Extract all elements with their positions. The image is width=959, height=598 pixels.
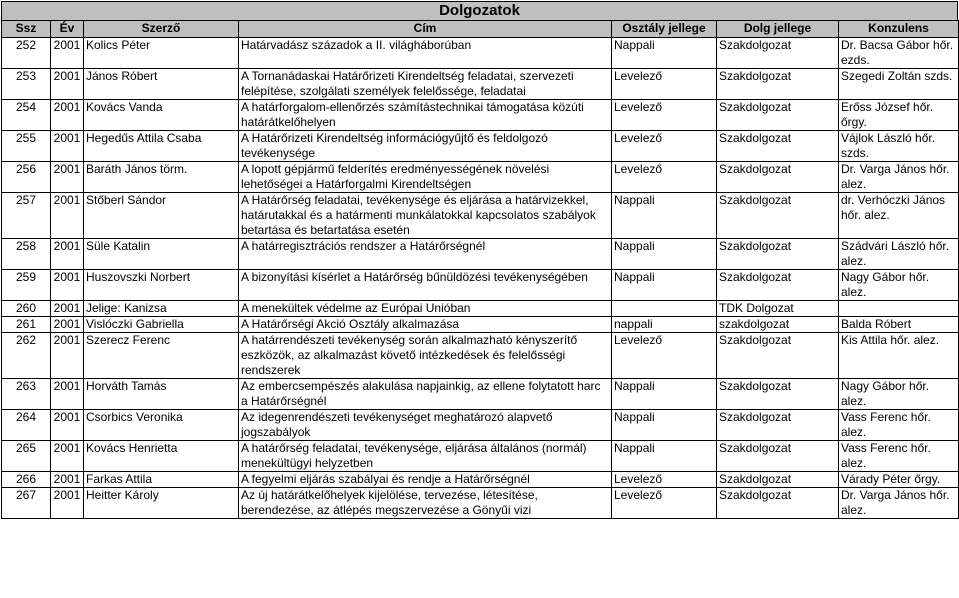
header-szerzo: Szerző <box>84 21 239 38</box>
cell-osztaly-jellege: nappali <box>612 317 717 333</box>
table-row <box>2 488 959 519</box>
cell-konzulens: Várady Péter őrgy. <box>839 472 959 488</box>
cell-cim: A határőrség feladatai, tevékenysége, eljárása általános (normál) menekültügyi helyzetben <box>239 441 612 472</box>
cell-osztaly-jellege: Nappali <box>612 193 717 239</box>
cell-osztaly-jellege: Levelező <box>612 100 717 131</box>
cell-dolg-jellege: szakdolgozat <box>717 317 839 333</box>
cell-cim: Az idegenrendészeti tevékenységet meghatározó alapvető jogszabályok <box>239 410 612 441</box>
cell-konzulens: Dr. Bacsa Gábor hőr. ezds. <box>839 38 959 69</box>
table-row <box>2 131 959 162</box>
cell-osztaly-jellege: Nappali <box>612 270 717 301</box>
cell-ev: 2001 <box>51 162 84 193</box>
cell-osztaly-jellege: Nappali <box>612 410 717 441</box>
cell-szerzo: Jelige: Kanizsa <box>84 301 239 317</box>
cell-szerzo: Heitter Károly <box>84 488 239 519</box>
table-row <box>2 270 959 301</box>
cell-szerzo: Kovács Henrietta <box>84 441 239 472</box>
cell-osztaly-jellege: Levelező <box>612 162 717 193</box>
table-row <box>2 379 959 410</box>
cell-ssz: 266 <box>2 472 51 488</box>
cell-dolg-jellege: Szakdolgozat <box>717 472 839 488</box>
cell-ev: 2001 <box>51 317 84 333</box>
cell-cim: A fegyelmi eljárás szabályai és rendje a Határőrségnél <box>239 472 612 488</box>
cell-konzulens: Nagy Gábor hőr. alez. <box>839 379 959 410</box>
cell-osztaly-jellege: Levelező <box>612 69 717 100</box>
cell-dolg-jellege: Szakdolgozat <box>717 488 839 519</box>
cell-ssz: 254 <box>2 100 51 131</box>
cell-ssz: 261 <box>2 317 51 333</box>
cell-dolg-jellege: Szakdolgozat <box>717 410 839 441</box>
cell-ssz: 257 <box>2 193 51 239</box>
cell-dolg-jellege: Szakdolgozat <box>717 131 839 162</box>
cell-ev: 2001 <box>51 69 84 100</box>
cell-ev: 2001 <box>51 270 84 301</box>
cell-dolg-jellege: Szakdolgozat <box>717 333 839 379</box>
cell-szerzo: Hegedűs Attila Csaba <box>84 131 239 162</box>
cell-cim: Az új határátkelőhelyek kijelölése, tervezése, létesítése, berendezése, az átlépés megszervezése a Gönyűi vizi <box>239 488 612 519</box>
cell-szerzo: Süle Katalin <box>84 239 239 270</box>
table-row <box>2 100 959 131</box>
table-row <box>2 162 959 193</box>
cell-ev: 2001 <box>51 472 84 488</box>
table-row <box>2 301 959 317</box>
table-row <box>2 69 959 100</box>
cell-osztaly-jellege: Nappali <box>612 379 717 410</box>
cell-szerzo: Szerecz Ferenc <box>84 333 239 379</box>
cell-osztaly-jellege: Levelező <box>612 472 717 488</box>
cell-ev: 2001 <box>51 100 84 131</box>
cell-cim: Az embercsempészés alakulása napjainkig, az ellene folytatott harc a Határőrségnél <box>239 379 612 410</box>
cell-cim: A Tornanádaskai Határőrizeti Kirendeltség feladatai, szervezeti felépítése, szolgálati személyek felelőssége, feladatai <box>239 69 612 100</box>
cell-ssz: 258 <box>2 239 51 270</box>
header-row <box>2 21 959 38</box>
cell-cim: A határforgalom-ellenőrzés számítástechnikai támogatása közúti határátkelőhelyen <box>239 100 612 131</box>
header-ev: Év <box>51 21 84 38</box>
cell-konzulens: Szegedi Zoltán szds. <box>839 69 959 100</box>
header-cim: Cím <box>239 21 612 38</box>
cell-ssz: 264 <box>2 410 51 441</box>
cell-dolg-jellege: Szakdolgozat <box>717 193 839 239</box>
cell-konzulens: Vájlok László hőr. szds. <box>839 131 959 162</box>
cell-dolg-jellege: Szakdolgozat <box>717 270 839 301</box>
cell-ssz: 267 <box>2 488 51 519</box>
header-ssz: Ssz <box>2 21 51 38</box>
cell-konzulens: Szádvári László hőr. alez. <box>839 239 959 270</box>
theses-table <box>1 20 959 519</box>
cell-ssz: 259 <box>2 270 51 301</box>
cell-dolg-jellege: Szakdolgozat <box>717 100 839 131</box>
cell-ssz: 262 <box>2 333 51 379</box>
cell-dolg-jellege: Szakdolgozat <box>717 38 839 69</box>
cell-ev: 2001 <box>51 441 84 472</box>
table-row <box>2 317 959 333</box>
cell-ev: 2001 <box>51 239 84 270</box>
cell-konzulens: Balda Róbert <box>839 317 959 333</box>
table-row <box>2 38 959 69</box>
table-row <box>2 333 959 379</box>
cell-ev: 2001 <box>51 379 84 410</box>
cell-ev: 2001 <box>51 488 84 519</box>
cell-konzulens: Vass Ferenc hőr. alez. <box>839 441 959 472</box>
cell-ev: 2001 <box>51 410 84 441</box>
cell-konzulens: Kis Attila hőr. alez. <box>839 333 959 379</box>
header-konzulens: Konzulens <box>839 21 959 38</box>
cell-ssz: 255 <box>2 131 51 162</box>
header-dolg-jellege: Dolg jellege <box>717 21 839 38</box>
table-title: Dolgozatok <box>1 1 958 21</box>
cell-ev: 2001 <box>51 333 84 379</box>
cell-cim: A Határőrizeti Kirendeltség információgyűjtő és feldolgozó tevékenysége <box>239 131 612 162</box>
table-row <box>2 441 959 472</box>
cell-konzulens: Nagy Gábor hőr. alez. <box>839 270 959 301</box>
cell-ssz: 265 <box>2 441 51 472</box>
cell-cim: A Határőrség feladatai, tevékenysége és eljárása a határvizekkel, határutakkal és a határmenti munkálatokkal kapcsolatos szabályok betartása és betartatása esetén <box>239 193 612 239</box>
cell-cim: A menekültek védelme az Európai Unióban <box>239 301 612 317</box>
cell-ssz: 252 <box>2 38 51 69</box>
cell-osztaly-jellege: Levelező <box>612 131 717 162</box>
table-row <box>2 239 959 270</box>
table-row <box>2 410 959 441</box>
cell-dolg-jellege: TDK Dolgozat <box>717 301 839 317</box>
cell-konzulens <box>839 301 959 317</box>
cell-szerzo: Csorbics Veronika <box>84 410 239 441</box>
cell-szerzo: Kovács Vanda <box>84 100 239 131</box>
cell-szerzo: Farkas Attila <box>84 472 239 488</box>
cell-dolg-jellege: Szakdolgozat <box>717 162 839 193</box>
cell-dolg-jellege: Szakdolgozat <box>717 441 839 472</box>
cell-cim: A bizonyítási kísérlet a Határőrség bűnüldözési tevékenységében <box>239 270 612 301</box>
cell-cim: A határregisztrációs rendszer a Határőrségnél <box>239 239 612 270</box>
cell-cim: A határrendészeti tevékenység során alkalmazható kényszerítő eszközök, az alkalmazást követő intézkedések és felelősségi rendszerek <box>239 333 612 379</box>
cell-ssz: 260 <box>2 301 51 317</box>
cell-cim: A lopott gépjármű felderítés eredményességének növelési lehetőségei a Határforgalmi Kirendeltségen <box>239 162 612 193</box>
cell-dolg-jellege: Szakdolgozat <box>717 379 839 410</box>
cell-konzulens: Dr. Varga János hőr. alez. <box>839 162 959 193</box>
cell-dolg-jellege: Szakdolgozat <box>717 69 839 100</box>
cell-ev: 2001 <box>51 301 84 317</box>
cell-konzulens: Vass Ferenc hőr. alez. <box>839 410 959 441</box>
cell-szerzo: Stőberl Sándor <box>84 193 239 239</box>
cell-ssz: 263 <box>2 379 51 410</box>
cell-cim: A Határőrségi Akció Osztály alkalmazása <box>239 317 612 333</box>
cell-konzulens: dr. Verhóczki János hőr. alez. <box>839 193 959 239</box>
cell-ev: 2001 <box>51 131 84 162</box>
cell-szerzo: Vislóczki Gabriella <box>84 317 239 333</box>
cell-dolg-jellege: Szakdolgozat <box>717 239 839 270</box>
cell-osztaly-jellege: Nappali <box>612 441 717 472</box>
cell-ev: 2001 <box>51 38 84 69</box>
cell-osztaly-jellege: Nappali <box>612 38 717 69</box>
cell-szerzo: Kolics Péter <box>84 38 239 69</box>
table-row <box>2 193 959 239</box>
cell-osztaly-jellege: Nappali <box>612 239 717 270</box>
cell-konzulens: Erőss József hőr. őrgy. <box>839 100 959 131</box>
cell-szerzo: Baráth János törm. <box>84 162 239 193</box>
cell-szerzo: János Róbert <box>84 69 239 100</box>
table-row <box>2 472 959 488</box>
cell-ev: 2001 <box>51 193 84 239</box>
cell-szerzo: Horváth Tamás <box>84 379 239 410</box>
cell-konzulens: Dr. Varga János hőr. alez. <box>839 488 959 519</box>
cell-ssz: 253 <box>2 69 51 100</box>
cell-cim: Határvadász századok a II. világháborúban <box>239 38 612 69</box>
cell-szerzo: Huszovszki Norbert <box>84 270 239 301</box>
cell-osztaly-jellege: Levelező <box>612 333 717 379</box>
cell-osztaly-jellege: Levelező <box>612 488 717 519</box>
cell-ssz: 256 <box>2 162 51 193</box>
header-osztaly-jellege: Osztály jellege <box>612 21 717 38</box>
cell-osztaly-jellege <box>612 301 717 317</box>
